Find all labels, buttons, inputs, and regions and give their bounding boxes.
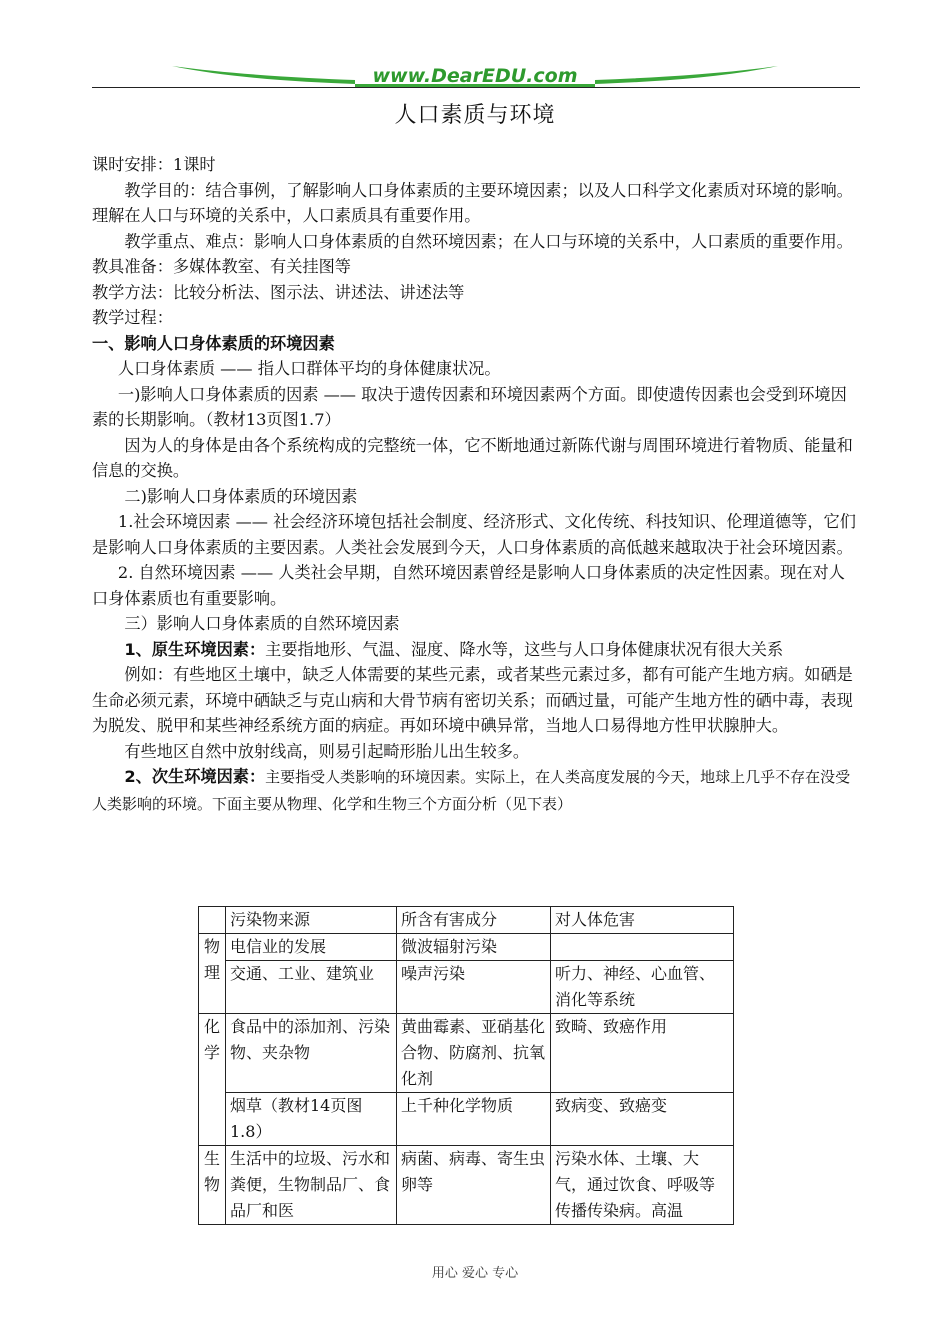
- key-points-paragraph: 教学重点、难点：影响人口身体素质的自然环境因素；在人口与环境的关系中，人口素质的重要作用。: [124, 231, 853, 251]
- secondary-env-text: 主要指受人类影响的环境因素。实际上，在人类高度发展的今天，地球上几乎不存在没受人类影响的环境。下面主要从物理、化学和生物三个方面分析（见下表）: [92, 768, 851, 813]
- factors-paragraph: 一)影响人口身体素质的因素 —— 取决于遗传因素和环境因素两个方面。即使遗传因素也会受到环境因素的长期影响。（教材13页图1.7）: [92, 384, 847, 429]
- objective-paragraph: 教学目的：结合事例，了解影响人口身体素质的主要环境因素；以及人口科学文化素质对环境的影响。理解在人口与环境的关系中，人口素质具有重要作用。: [92, 180, 853, 225]
- table-cell: 食品中的添加剂、污染物、夹杂物: [226, 1014, 397, 1093]
- table-row: [199, 1093, 734, 1146]
- schedule-line: 课时安排：1课时: [92, 155, 216, 174]
- table-cell: 烟草（教材14页图1.8）: [226, 1093, 397, 1146]
- table-cell: 致畸、致癌作用: [551, 1014, 734, 1093]
- table-cell: 听力、神经、心血管、消化等系统: [551, 961, 734, 1014]
- page-title: 人口素质与环境: [394, 103, 556, 128]
- section-heading-1: 一、影响人口身体素质的环境因素: [92, 333, 335, 353]
- subheading-2: 二)影响人口身体素质的环境因素: [124, 486, 358, 506]
- table-cell: 微波辐射污染: [397, 934, 551, 961]
- subheading-3: 三）影响人口身体素质的自然环境因素: [124, 614, 400, 633]
- table-header-row: [199, 907, 734, 934]
- secondary-env-label: 2、次生环境因素：: [124, 767, 266, 786]
- pollution-table: [198, 906, 734, 1225]
- table-cell: 黄曲霉素、亚硝基化合物、防腐剂、抗氧化剂: [397, 1014, 551, 1093]
- table-row: [199, 1146, 734, 1225]
- lesson-body: [92, 152, 860, 817]
- table-header-cell: 对人体危害: [551, 907, 734, 934]
- process-label: 教学过程：: [92, 308, 173, 327]
- primary-env-text: 主要指地形、气温、湿度、降水等，这些与人口身体健康状况有很大关系: [265, 639, 784, 659]
- page-footer: 用心 爱心 专心: [431, 1266, 519, 1281]
- natural-factors-paragraph: 2. 自然环境因素 —— 人类社会早期，自然环境因素曾经是影响人口身体素质的决定性因素。现在对人口身体素质也有重要影响。: [92, 563, 845, 608]
- group-cell-biology: 生物: [199, 1146, 226, 1225]
- methods-line: 教学方法：比较分析法、图示法、讲述法、讲述法等: [92, 282, 465, 302]
- social-factors-paragraph: 1.社会环境因素 —— 社会经济环境包括社会制度、经济形式、文化传统、科技知识、伦理道德等，它们是影响人口身体素质的主要因素。人类社会发展到今天，人口身体素质的高低越来越取决于社会环境因素。: [92, 512, 856, 557]
- group-cell-chemistry: 化学: [199, 1014, 226, 1146]
- table-cell: 病菌、病毒、寄生虫卵等: [397, 1146, 551, 1225]
- table-row: [199, 1014, 734, 1093]
- table-header-cell: 所含有害成分: [397, 907, 551, 934]
- table-cell: 电信业的发展: [226, 934, 397, 961]
- table-cell: [551, 934, 734, 961]
- example-paragraph: 例如：有些地区土壤中，缺乏人体需要的某些元素，或者某些元素过多，都有可能产生地方病。如硒是生命必须元素，环境中硒缺乏与克山病和大骨节病有密切关系；而硒过量，可能产生地方性的硒中毒，表现为脱发、脱甲和某些神经系统方面的病症。再如环境中碘异常，当地人口易得地方性甲状腺肿大。: [92, 665, 853, 735]
- header-rule: [92, 87, 860, 88]
- materials-line: 教具准备：多媒体教室、有关挂图等: [92, 257, 351, 276]
- explanation-paragraph: 因为人的身体是由各个系统构成的完整统一体，它不断地通过新陈代谢与周围环境进行着物质、能量和信息的交换。: [92, 435, 853, 480]
- table-cell: 污染水体、土壤、大气，通过饮食、呼吸等传播传染病。高温: [551, 1146, 734, 1225]
- site-logo: [170, 60, 780, 96]
- site-logo-graphic: [170, 60, 780, 96]
- table-header-cell: [199, 907, 226, 934]
- logo-text: www.DearEDU.com: [372, 65, 578, 87]
- definition-paragraph: 人口身体素质 —— 指人口群体平均的身体健康状况。: [117, 359, 501, 378]
- table-cell: 交通、工业、建筑业: [226, 961, 397, 1014]
- table-cell: 致病变、致癌变: [551, 1093, 734, 1146]
- table-cell: 噪声污染: [397, 961, 551, 1014]
- table-cell: 上千种化学物质: [397, 1093, 551, 1146]
- table-row: [199, 961, 734, 1014]
- group-cell-physics: 物理: [199, 934, 226, 1014]
- table-header-cell: 污染物来源: [226, 907, 397, 934]
- radiation-paragraph: 有些地区自然中放射线高，则易引起畸形胎儿出生较多。: [124, 741, 530, 761]
- table-cell: 生活中的垃圾、污水和粪便，生物制品厂、食品厂和医: [226, 1146, 397, 1225]
- table-row: [199, 934, 734, 961]
- primary-env-label: 1、原生环境因素：: [124, 639, 266, 659]
